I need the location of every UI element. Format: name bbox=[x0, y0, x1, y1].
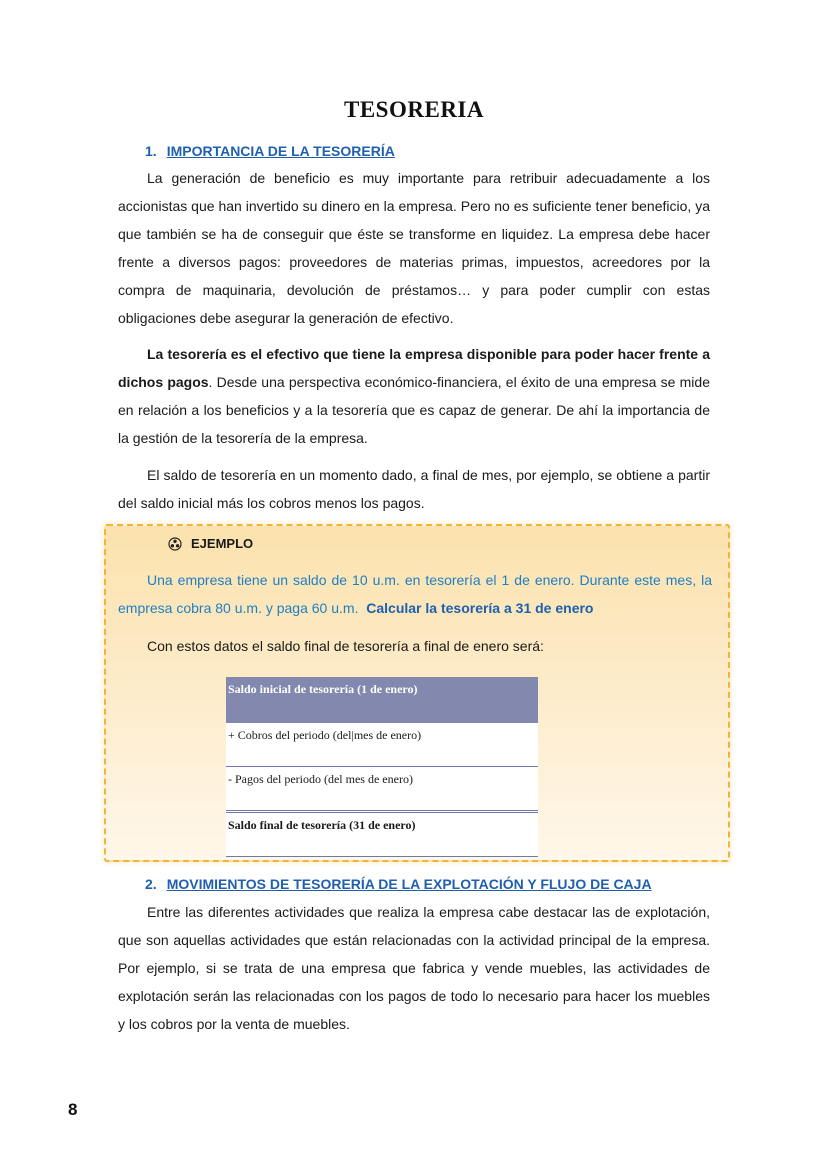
treasury-table bbox=[226, 677, 538, 857]
treasury-row-label: - Pagos del periodo (del mes de enero) bbox=[228, 772, 413, 786]
section-2-title: MOVIMIENTOS DE TESORERÍA DE LA EXPLOTACIÓN Y FLUJO DE CAJA bbox=[166, 876, 652, 892]
section-1-paragraph-2-bold: La tesorería es el efectivo que tiene la empresa disponible para poder hacer frente a dichos pagos bbox=[118, 346, 710, 390]
example-icon bbox=[168, 537, 182, 551]
section-2-heading bbox=[145, 876, 652, 892]
treasury-table-row bbox=[226, 767, 538, 813]
treasury-row-label: + Cobros del periodo (del|mes de enero) bbox=[228, 728, 422, 742]
section-2-paragraph-1: Entre las diferentes actividades que realiza la empresa cabe destacar las de explotación, que son aquellas actividades que están relacionadas con la actividad principal de la empresa. Por ejemplo, si se trata de una empresa que fabrica y vende muebles, las actividades de explotación serán las relacionadas con los pagos de todo lo necesario para hacer los muebles y los cobros por la venta de muebles. bbox=[118, 904, 710, 1032]
section-1-paragraph-2-rest: . Desde una perspectiva económico-financiera, el éxito de una empresa se mide en relación a los beneficios y a la tesorería que es capaz de generar. De ahí la importancia de la gestión de la tesorería de la empresa. bbox=[118, 374, 710, 446]
section-1-number: 1. bbox=[145, 143, 157, 159]
section-1-paragraph-1: La generación de beneficio es muy importante para retribuir adecuadamente a los accionistas que han invertido su dinero en la empresa. Pero no es suficiente tener beneficio, ya que también se ha de conseguir que éste se transforme en liquidez. La empresa debe hacer frente a diversos pagos: proveedores de materias primas, impuestos, acreedores por la compra de maquinaria, devolución de préstamos… y para poder cumplir con estas obligaciones debe asegurar la generación de efectivo. bbox=[118, 170, 710, 326]
example-intro: Con estos datos el saldo final de tesorería a final de enero será: bbox=[147, 638, 544, 654]
treasury-table-total-row bbox=[226, 813, 538, 857]
treasury-row-label: Saldo inicial de tesorería (1 de enero) bbox=[228, 682, 418, 696]
example-statement bbox=[118, 566, 712, 622]
page-title: TESORERIA bbox=[344, 97, 484, 122]
example-header bbox=[168, 536, 253, 551]
page-number: 8 bbox=[68, 1100, 78, 1119]
example-statement-text: Una empresa tiene un saldo de 10 u.m. en tesorería el 1 de enero. Durante este mes, la empresa cobra 80 u.m. y paga 60 u.m. bbox=[118, 572, 712, 616]
section-1-paragraph-2 bbox=[118, 340, 710, 452]
treasury-table-row bbox=[226, 723, 538, 767]
section-1-heading bbox=[145, 143, 395, 159]
treasury-table-header-row bbox=[226, 677, 538, 723]
section-1-title: IMPORTANCIA DE LA TESORERÍA bbox=[166, 143, 395, 159]
example-label: EJEMPLO bbox=[191, 536, 254, 551]
section-1-paragraph-3: El saldo de tesorería en un momento dado, a final de mes, por ejemplo, se obtiene a partir del saldo inicial más los cobros menos los pagos. bbox=[118, 467, 710, 511]
example-task: Calcular la tesorería a 31 de enero bbox=[366, 600, 594, 616]
section-2-number: 2. bbox=[145, 876, 157, 892]
treasury-row-label: Saldo final de tesorería (31 de enero) bbox=[228, 818, 416, 832]
